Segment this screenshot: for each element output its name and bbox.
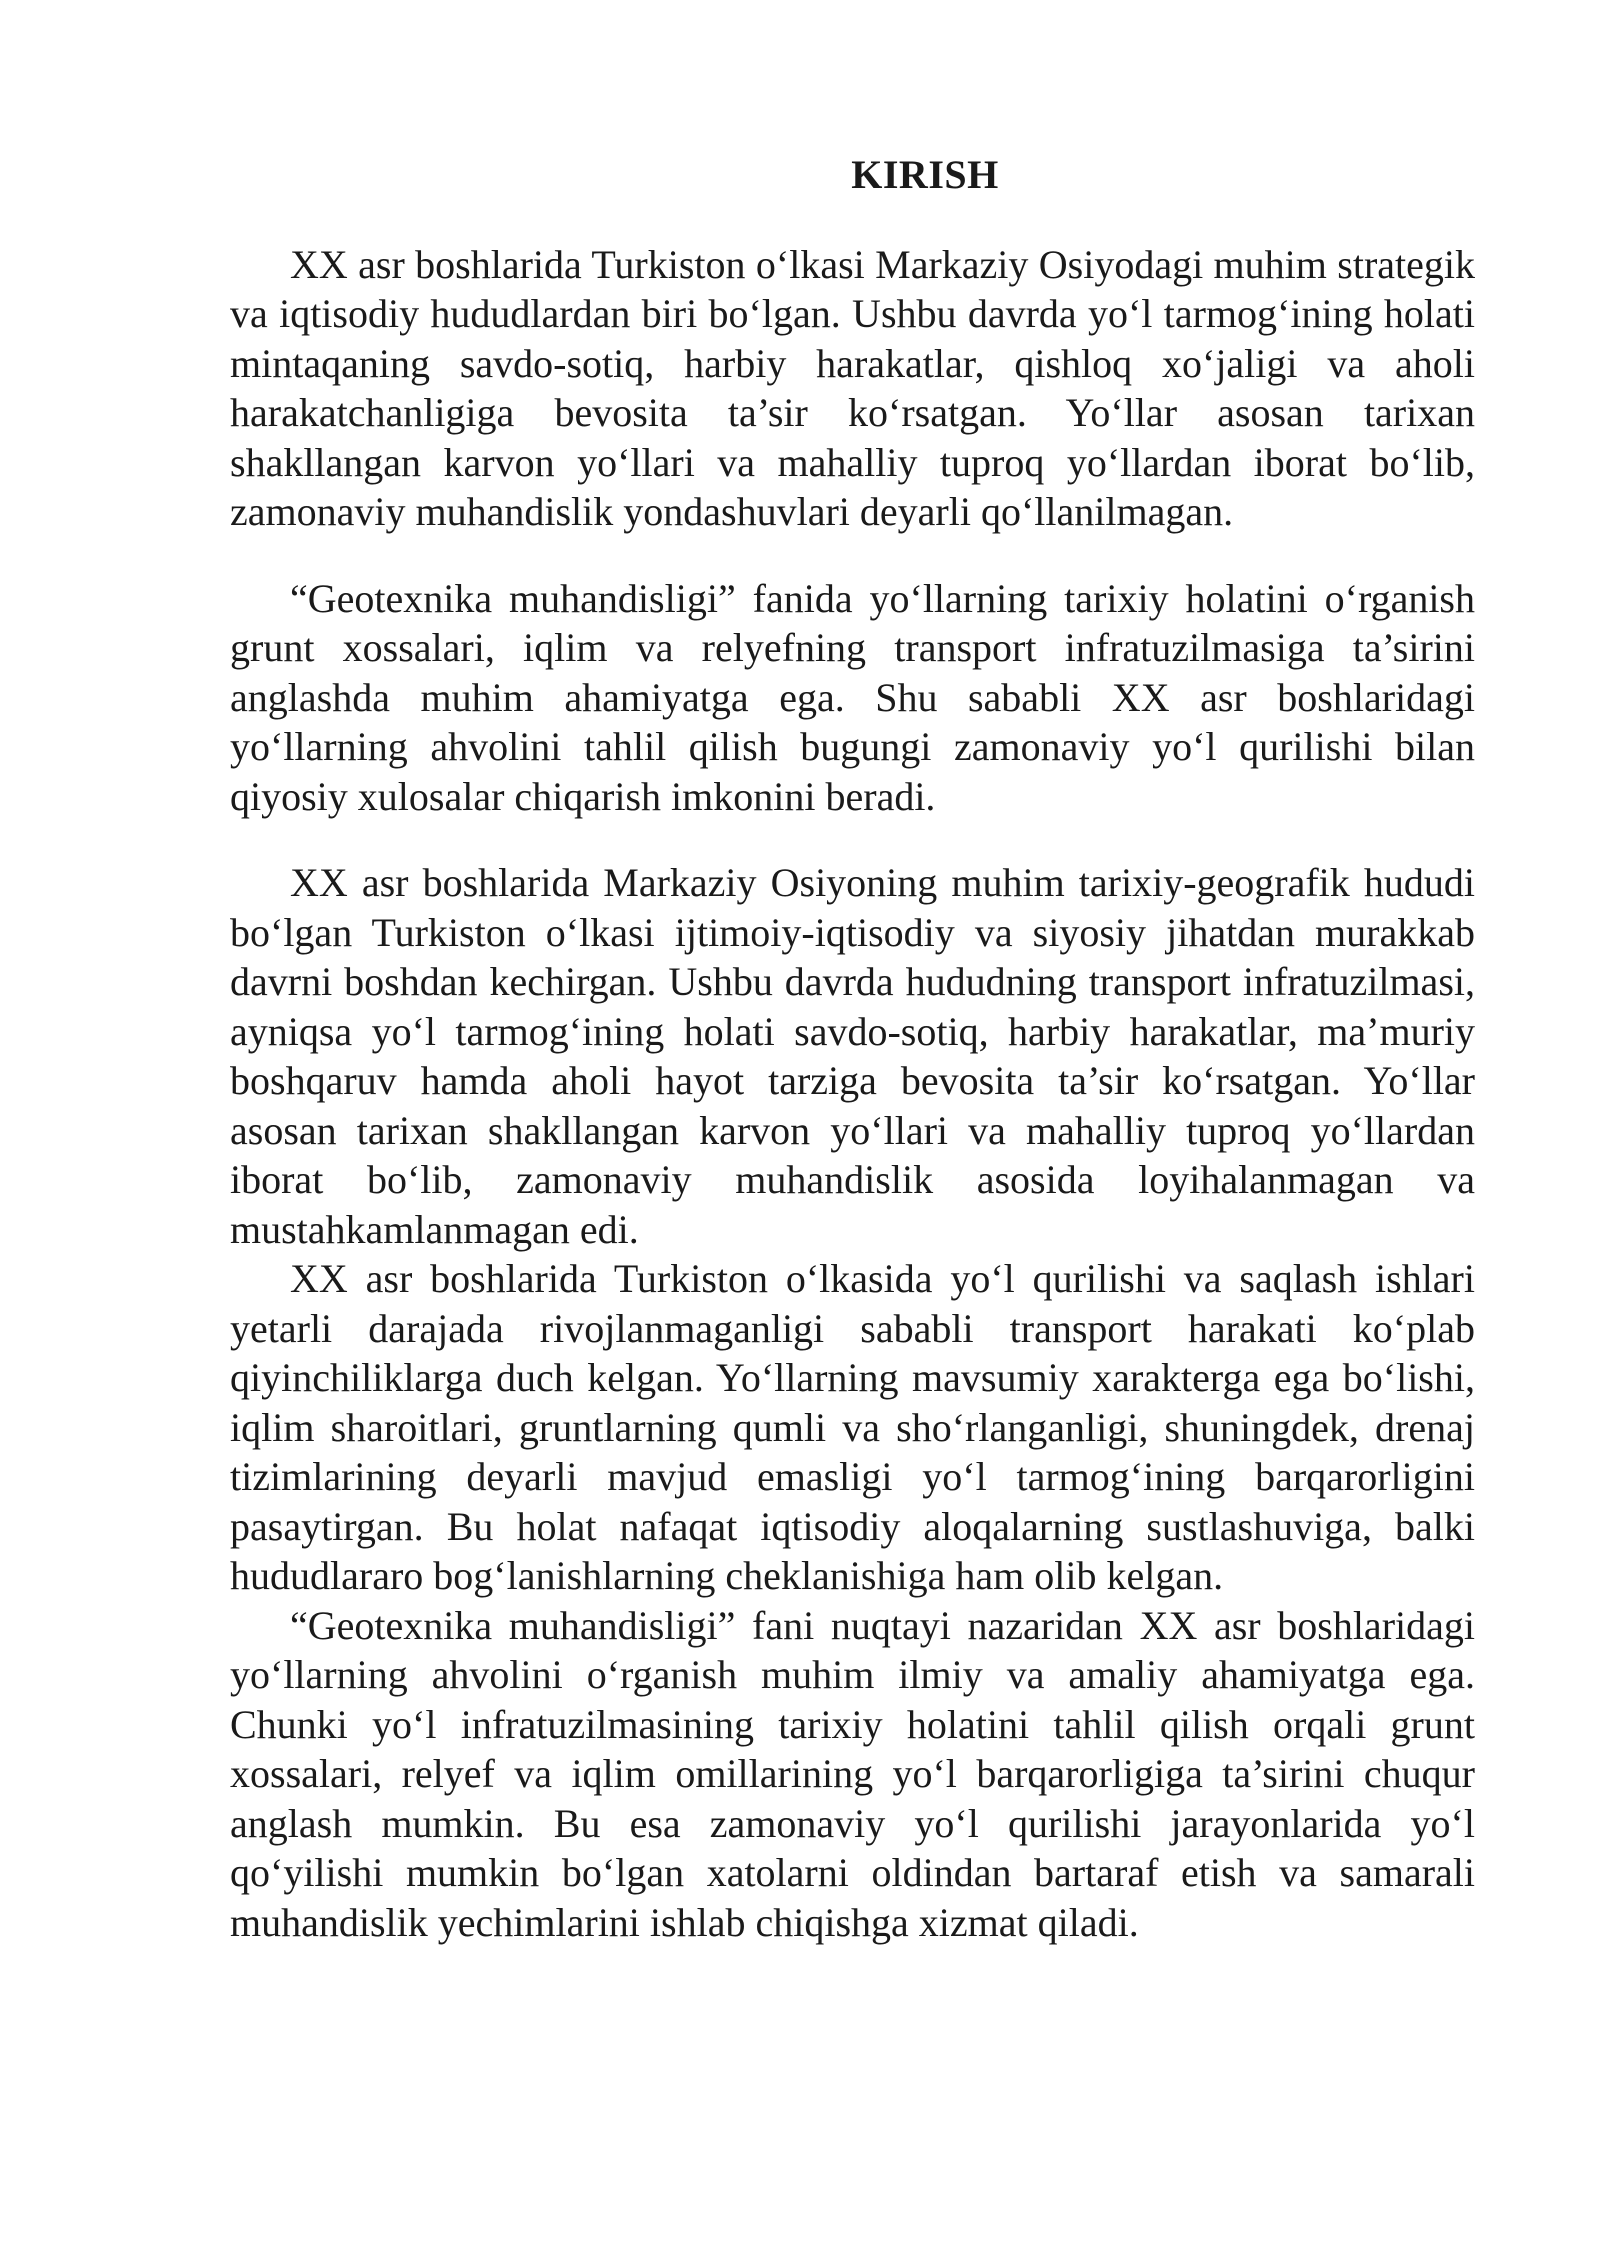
paragraph-4: XX asr boshlarida Turkiston o‘lkasida yo‘l qurilishi va saqlash ishlari yetarli darajada rivojlanmaganligi sababli transport harakati ko‘plab qiyinchiliklarga duch kelgan. Yo‘llarning mavsumiy xarakterga ega bo‘lishi, iqlim sharoitlari, gruntlarning qumli va sho‘rlanganligi, shuningdek, drenaj tizimlarining deyarli mavjud emasligi yo‘l tarmog‘ining barqarorligini pasaytirgan. Bu holat nafaqat iqtisodiy aloqalarning sustlashuviga, balki hududlararo bog‘lanishlarning cheklanishiga ham olib kelgan. xyxy=(230,1256,1475,1598)
paragraph-3: XX asr boshlarida Markaziy Osiyoning muhim tarixiy-geografik hududi bo‘lgan Turkiston o‘lkasi ijtimoiy-iqtisodiy va siyosiy jihatdan murakkab davrni boshdan kechirgan. Ushbu davrda hududning transport infratuzilmasi, ayniqsa yo‘l tarmog‘ining holati savdo-sotiq, harbiy harakatlar, ma’muriy boshqaruv hamda aholi hayot tarziga bevosita ta’sir ko‘rsatgan. Yo‘llar asosan tarixan shakllangan karvon yo‘llari va mahalliy tuproq yo‘llardan iborat bo‘lib, zamonaviy muhandislik asosida loyihalanmagan va mustahkamlanmagan edi. xyxy=(230,860,1475,1252)
paragraph-2: “Geotexnika muhandisligi” fanida yo‘llarning tarixiy holatini o‘rganish grunt xossalari, iqlim va relyefning transport infratuzilmasiga ta’sirini anglashda muhim ahamiyatga ega. Shu sababli XX asr boshlaridagi yo‘llarning ahvolini tahlil qilish bugungi zamonaviy yo‘l qurilishi bilan qiyosiy xulosalar chiqarish imkonini beradi. xyxy=(230,575,1475,819)
document-page xyxy=(230,150,1475,1947)
paragraph-5: “Geotexnika muhandisligi” fani nuqtayi nazaridan XX asr boshlaridagi yo‘llarning ahvolini o‘rganish muhim ilmiy va amaliy ahamiyatga ega. Chunki yo‘l infratuzilmasining tarixiy holatini tahlil qilish orqali grunt xossalari, relyef va iqlim omillarining yo‘l barqarorligiga ta’sirini chuqur anglash mumkin. Bu esa zamonaviy yo‘l qurilishi jarayonlarida yo‘l qo‘yilishi mumkin bo‘lgan xatolarni oldindan bartaraf etish va samarali muhandislik yechimlarini ishlab chiqishga xizmat qiladi. xyxy=(230,1602,1475,1945)
paragraph-1: XX asr boshlarida Turkiston o‘lkasi Markaziy Osiyodagi muhim strategik va iqtisodiy hududlardan biri bo‘lgan. Ushbu davrda yo‘l tarmog‘ining holati mintaqaning savdo-sotiq, harbiy harakatlar, qishloq xo‘jaligi va aholi harakatchanligiga bevosita ta’sir ko‘rsatgan. Yo‘llar asosan tarixan shakllangan karvon yo‘llari va mahalliy tuproq yo‘llardan iborat bo‘lib, zamonaviy muhandislik yondashuvlari deyarli qo‘llanilmagan. xyxy=(230,241,1475,534)
page-title: KIRISH xyxy=(851,152,999,197)
